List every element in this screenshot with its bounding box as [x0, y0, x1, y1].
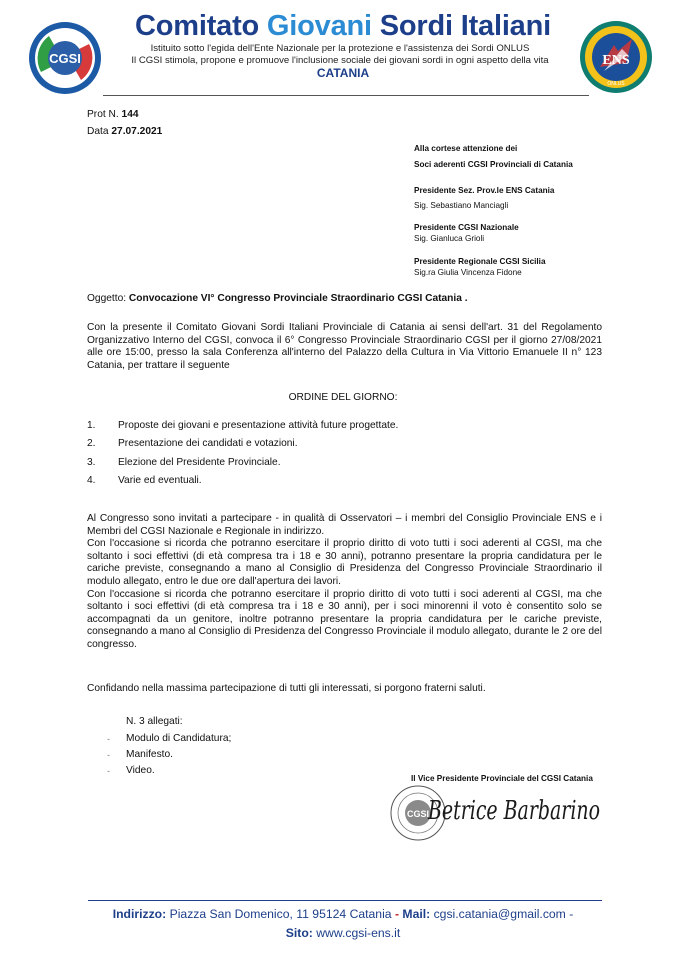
site-label: Sito: — [285, 926, 313, 940]
signature-role: Il Vice Presidente Provinciale del CGSI Catania — [411, 774, 593, 783]
footer-separator: - — [565, 907, 574, 921]
bullet-icon: - — [107, 734, 110, 744]
body-paragraph — [87, 513, 602, 652]
text-line: Con l'occasione si ricorda che potranno esercitare il proprio diritto di voto tutti i soci aderenti al CGSI, ma che — [87, 538, 602, 550]
mail-link[interactable]: cgsi.catania@gmail.com — [430, 907, 566, 921]
text-line: alle ore 15:00, presso la sala Conferenza all'interno del Palazzo della Cultura in Via Vittorio Emanuele II n° 123 — [87, 347, 602, 359]
agenda-item-number: 3. — [87, 457, 96, 468]
intro-paragraph — [87, 322, 602, 373]
handwritten-signature — [418, 785, 608, 835]
text-line: Organizzativo Interno del CGSI, convoca il 6° Congresso Provinciale Straordinario CGSI per il giorno 27/08/2021 — [87, 334, 602, 346]
text-line: congresso. — [87, 638, 137, 650]
protocol-number — [87, 109, 139, 122]
agenda-item-text: Proposte dei giovani e presentazione attività future progettate. — [118, 420, 399, 431]
stamp-text: CGSI — [406, 809, 430, 819]
logo-right-small: ONLUS — [607, 81, 625, 87]
recipient-name: Sig. Gianluca Grioli — [414, 234, 485, 243]
header-city: CATANIA — [316, 66, 370, 80]
recipient-role: Presidente CGSI Nazionale — [414, 223, 519, 232]
text-line: Catania, per trattare il seguente — [87, 360, 230, 372]
attachment-item: Manifesto. — [126, 749, 173, 760]
footer-site-line — [0, 926, 686, 940]
header-divider — [103, 95, 589, 96]
text-line: Al Congresso sono invitati a partecipare - in qualità di Osservatori – i membri del Consiglio Provinciale ENS e i — [87, 513, 602, 524]
recipient-role: Presidente Sez. Prov.le ENS Catania — [414, 186, 555, 195]
header-title — [0, 10, 686, 43]
logo-left-text: CGSI — [49, 51, 81, 66]
document-date — [87, 126, 162, 139]
recipients-group: Soci aderenti CGSI Provinciali di Catania — [414, 160, 573, 169]
agenda-title: ORDINE DEL GIORNO: — [288, 392, 398, 403]
text-line: consegnando a mano al Consiglio di Presidenza del Congresso Provinciale il modulo allegato, durante le 2 ore del — [87, 626, 602, 638]
header-title-part1: Comitato — [135, 10, 267, 42]
header-title-accent: Giovani — [266, 10, 372, 42]
text-line: Membri del CGSI Nazionale e Regionale in indirizzo. — [87, 525, 325, 537]
text-line: soltanto i soci effettivi (di età compresa tra i 18 e 30 anni), per i soci minorenni il voto è consentito solo se — [87, 601, 602, 613]
date-label: Data — [87, 126, 112, 137]
agenda-item-text: Presentazione dei candidati e votazioni. — [118, 438, 298, 449]
text-line: Con la presente il Comitato Giovani Sordi Italiani Provinciale di Catania ai sensi dell'art. 31 del Regolamento — [87, 322, 602, 333]
text-line: cariche previste, consegnando a mano al Consiglio di Presidenza del Congresso Provinciale Straordinario il — [87, 563, 602, 575]
header-line-2: Il CGSI stimola, propone e promuove l'inclusione sociale dei giovani sordi in ogni aspetto della vita — [131, 55, 549, 66]
text-line: accompagnati da un genitore, inoltre potranno presentare la propria candidatura per le cariche previste, — [87, 613, 602, 625]
recipient-name: Sig. Sebastiano Manciagli — [414, 201, 509, 210]
text-line: modulo allegato, entro le due ore dall'apertura dei lavori. — [87, 575, 341, 587]
header-line-1: Istituito sotto l'egida dell'Ente Nazionale per la protezione e l'assistenza dei Sordi ONLUS — [150, 43, 530, 54]
agenda-item-text: Varie ed eventuali. — [118, 475, 202, 486]
header-title-part2: Sordi Italiani — [371, 10, 551, 42]
text-line: Con l'occasione si ricorda che potranno esercitare il proprio diritto di voto tutti i soci aderenti al CGSI, ma che — [87, 588, 602, 600]
attachment-item: Video. — [126, 765, 155, 776]
attachment-item: Modulo di Candidatura; — [126, 733, 232, 744]
logo-right-text: ENS — [602, 53, 630, 68]
footer-address-line — [0, 907, 686, 921]
text-line: soltanto i soci effettivi (di età compresa tra i 18 e 30 anni), potranno presentare la propria candidatura per le — [87, 550, 602, 562]
footer-divider — [88, 900, 602, 901]
agenda-item-number: 2. — [87, 438, 96, 449]
subject-label: Oggetto: — [87, 293, 129, 304]
subject-line — [87, 293, 468, 306]
closing-line: Confidando nella massima partecipazione di tutti gli interessati, si porgono fraterni saluti. — [87, 683, 486, 694]
signature-script: Betrice Barbarino — [427, 796, 600, 826]
bullet-icon: - — [107, 750, 110, 760]
protocol-value: 144 — [121, 109, 139, 120]
date-value: 27.07.2021 — [111, 126, 163, 137]
recipient-name: Sig.ra Giulia Vincenza Fidone — [414, 268, 522, 277]
address-label: Indirizzo: — [112, 907, 167, 921]
address-value: Piazza San Domenico, 11 95124 Catania — [166, 907, 392, 921]
site-link[interactable]: www.cgsi-ens.it — [312, 926, 401, 940]
footer-separator: - — [391, 907, 403, 921]
agenda-item-number: 4. — [87, 475, 96, 486]
agenda-item-number: 1. — [87, 420, 96, 431]
recipients-attention: Alla cortese attenzione dei — [414, 144, 518, 153]
agenda-item-text: Elezione del Presidente Provinciale. — [118, 457, 281, 468]
recipient-role: Presidente Regionale CGSI Sicilia — [414, 257, 546, 266]
protocol-label: Prot N. — [87, 109, 122, 120]
attachments-title: N. 3 allegati: — [126, 716, 183, 727]
subject-text: Convocazione VI° Congresso Provinciale Straordinario CGSI Catania . — [128, 293, 468, 304]
bullet-icon: - — [107, 766, 110, 776]
mail-label: Mail: — [402, 907, 431, 921]
